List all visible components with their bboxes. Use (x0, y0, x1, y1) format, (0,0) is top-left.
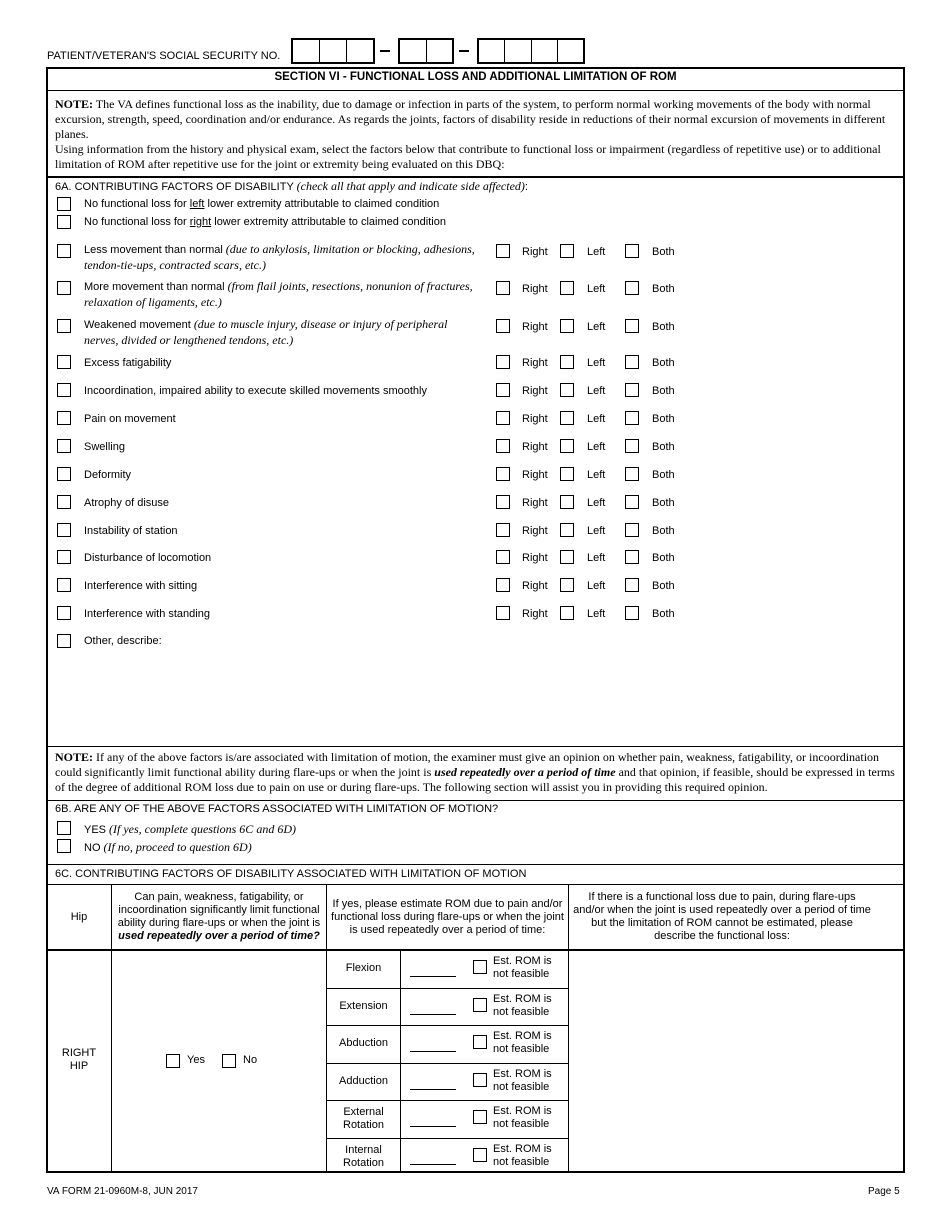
side-left-label: Left (587, 525, 606, 537)
side-both-checkbox[interactable] (625, 578, 639, 592)
motion-label: Internal Rotation (343, 1143, 384, 1169)
page-number: Page 5 (868, 1186, 900, 1197)
motion-label: Flexion (345, 962, 382, 974)
side-right-label: Right (522, 385, 548, 397)
no-functional-loss-right-label: No functional loss for right lower extremity attributable to claimed condition (84, 216, 446, 228)
factor-checkbox[interactable] (57, 411, 71, 425)
side-right-checkbox[interactable] (496, 523, 510, 537)
side-left-checkbox[interactable] (560, 467, 574, 481)
factor-checkbox[interactable] (57, 281, 71, 295)
side-both-checkbox[interactable] (625, 281, 639, 295)
rom-not-feasible-checkbox[interactable] (473, 1110, 487, 1124)
side-right-checkbox[interactable] (496, 550, 510, 564)
col-estimate-header: If yes, please estimate ROM due to pain and/or functional loss during flare-ups or when the joint is used repeatedly over a period of time: (331, 897, 564, 936)
side-right-label: Right (522, 321, 548, 333)
side-both-checkbox[interactable] (625, 550, 639, 564)
side-left-checkbox[interactable] (560, 244, 574, 258)
factor-label: Interference with standing (84, 608, 210, 620)
side-both-label: Both (652, 385, 675, 397)
note-functional-loss: NOTE: The VA defines functional loss as the inability, due to damage or infection in parts of the system, to perform normal working movements of the body with normal excursion, strength, speed, coordination and/or endurance. As regards the joints, factors of disability reside in reductions of their normal excursion of movements in different planes. Using information from the history and physical exam, select the factors below that contribute to functional loss or impairment (regardless of repetitive use) or to additional limitation of ROM after repetitive use for the joint or extremity being evaluated on this DBQ: (55, 97, 886, 171)
no-functional-loss-left-checkbox[interactable] (57, 197, 71, 211)
side-both-label: Both (652, 469, 675, 481)
rom-estimate-field[interactable] (410, 1089, 456, 1090)
factor-checkbox[interactable] (57, 495, 71, 509)
factor-label: Atrophy of disuse (84, 497, 169, 509)
functional-loss-description-area[interactable] (570, 952, 902, 1170)
factor-checkbox[interactable] (57, 319, 71, 333)
side-right-label: Right (522, 441, 548, 453)
side-both-checkbox[interactable] (625, 355, 639, 369)
side-both-label: Both (652, 497, 675, 509)
other-factor-label: Other, describe: (84, 635, 162, 647)
factor-label: Less movement than normal (due to ankylosis, limitation or blocking, adhesions, tendon-tie-ups, contracted scars, etc.) (84, 242, 475, 272)
right-hip-no-checkbox[interactable] (222, 1054, 236, 1068)
side-left-label: Left (587, 552, 606, 564)
factor-checkbox[interactable] (57, 578, 71, 592)
side-both-checkbox[interactable] (625, 383, 639, 397)
side-both-label: Both (652, 321, 675, 333)
no-functional-loss-left-label: No functional loss for left lower extremity attributable to claimed condition (84, 198, 440, 210)
side-right-label: Right (522, 413, 548, 425)
side-right-checkbox[interactable] (496, 411, 510, 425)
side-right-label: Right (522, 469, 548, 481)
q6b-yes-label: YES (If yes, complete questions 6C and 6D) (84, 822, 296, 836)
q6a-heading: 6A. CONTRIBUTING FACTORS OF DISABILITY (check all that apply and indicate side affected): (55, 179, 528, 193)
rom-estimate-field[interactable] (410, 1051, 456, 1052)
side-both-label: Both (652, 441, 675, 453)
side-left-label: Left (587, 385, 606, 397)
q6b-yes-checkbox[interactable] (57, 821, 71, 835)
rom-not-feasible-label: Est. ROM is not feasible (493, 1105, 552, 1130)
side-both-label: Both (652, 413, 675, 425)
factor-checkbox[interactable] (57, 523, 71, 537)
side-right-checkbox[interactable] (496, 606, 510, 620)
other-factor-describe-area[interactable] (84, 652, 894, 742)
side-left-label: Left (587, 321, 606, 333)
side-both-label: Both (652, 246, 675, 258)
rom-not-feasible-checkbox[interactable] (473, 960, 487, 974)
rom-not-feasible-label: Est. ROM is not feasible (493, 1030, 552, 1055)
motion-label: Extension (339, 1000, 388, 1012)
ssn-dash (459, 50, 469, 52)
side-both-label: Both (652, 608, 675, 620)
factor-checkbox[interactable] (57, 383, 71, 397)
motion-label: Abduction (339, 1037, 388, 1049)
rom-not-feasible-checkbox[interactable] (473, 1148, 487, 1162)
side-left-label: Left (587, 497, 606, 509)
factor-label: Disturbance of locomotion (84, 552, 212, 564)
motion-label: External Rotation (343, 1105, 384, 1131)
form-number: VA FORM 21-0960M-8, JUN 2017 (47, 1186, 198, 1197)
ssn-label: PATIENT/VETERAN'S SOCIAL SECURITY NO. (47, 50, 281, 62)
side-right-checkbox[interactable] (496, 319, 510, 333)
side-both-checkbox[interactable] (625, 467, 639, 481)
factor-label: Deformity (84, 469, 132, 481)
right-hip-label: RIGHT HIP (61, 1047, 97, 1072)
side-right-label: Right (522, 357, 548, 369)
right-hip-yes-label: Yes (187, 1054, 205, 1066)
side-right-label: Right (522, 552, 548, 564)
side-right-checkbox[interactable] (496, 355, 510, 369)
factor-label: Incoordination, impaired ability to execute skilled movements smoothly (84, 385, 427, 397)
side-left-checkbox[interactable] (560, 355, 574, 369)
side-both-checkbox[interactable] (625, 411, 639, 425)
side-right-checkbox[interactable] (496, 467, 510, 481)
rom-not-feasible-checkbox[interactable] (473, 998, 487, 1012)
right-hip-no-label: No (243, 1054, 258, 1066)
section-title: SECTION VI - FUNCTIONAL LOSS AND ADDITIONAL LIMITATION OF ROM (274, 71, 677, 83)
rom-estimate-field[interactable] (410, 1126, 456, 1127)
side-both-checkbox[interactable] (625, 523, 639, 537)
factor-label: Interference with sitting (84, 580, 198, 592)
side-right-checkbox[interactable] (496, 578, 510, 592)
rom-not-feasible-label: Est. ROM is not feasible (493, 1068, 552, 1093)
side-left-checkbox[interactable] (560, 578, 574, 592)
side-both-label: Both (652, 552, 675, 564)
side-left-label: Left (587, 413, 606, 425)
rom-not-feasible-label: Est. ROM is not feasible (493, 993, 552, 1018)
side-right-label: Right (522, 608, 548, 620)
rom-estimate-field[interactable] (410, 1014, 456, 1015)
rom-estimate-field[interactable] (410, 1164, 456, 1165)
side-both-checkbox[interactable] (625, 439, 639, 453)
side-right-checkbox[interactable] (496, 439, 510, 453)
col-pain-header: Can pain, weakness, fatigability, or incoordination significantly limit functional ability during flare-ups or when the joint is used repeatedly over a period of time? (117, 891, 321, 942)
factor-checkbox[interactable] (57, 439, 71, 453)
motion-label: Adduction (339, 1075, 388, 1087)
rom-not-feasible-label: Est. ROM is not feasible (493, 955, 552, 980)
side-both-checkbox[interactable] (625, 495, 639, 509)
ssn-part3-field[interactable] (477, 38, 585, 64)
side-right-label: Right (522, 246, 548, 258)
side-both-checkbox[interactable] (625, 244, 639, 258)
side-left-checkbox[interactable] (560, 550, 574, 564)
side-right-label: Right (522, 580, 548, 592)
rom-not-feasible-label: Est. ROM is not feasible (493, 1143, 552, 1168)
side-left-label: Left (587, 246, 606, 258)
side-left-checkbox[interactable] (560, 281, 574, 295)
ssn-dash (380, 50, 390, 52)
factor-checkbox[interactable] (57, 606, 71, 620)
side-both-label: Both (652, 357, 675, 369)
col-hip-header: Hip (70, 910, 88, 923)
ssn-part1-field[interactable] (291, 38, 375, 64)
no-functional-loss-right-checkbox[interactable] (57, 215, 71, 229)
side-right-label: Right (522, 497, 548, 509)
factor-label: Excess fatigability (84, 357, 172, 369)
right-hip-yes-checkbox[interactable] (166, 1054, 180, 1068)
q6b-no-checkbox[interactable] (57, 839, 71, 853)
side-left-checkbox[interactable] (560, 411, 574, 425)
side-right-checkbox[interactable] (496, 383, 510, 397)
rom-estimate-field[interactable] (410, 976, 456, 977)
q6c-heading: 6C. CONTRIBUTING FACTORS OF DISABILITY ASSOCIATED WITH LIMITATION OF MOTION (55, 868, 527, 880)
side-left-label: Left (587, 469, 606, 481)
side-left-label: Left (587, 580, 606, 592)
side-right-checkbox[interactable] (496, 244, 510, 258)
side-left-checkbox[interactable] (560, 383, 574, 397)
side-left-checkbox[interactable] (560, 523, 574, 537)
q6b-heading: 6B. ARE ANY OF THE ABOVE FACTORS ASSOCIATED WITH LIMITATION OF MOTION? (55, 803, 499, 815)
factor-label: Swelling (84, 441, 125, 453)
side-left-label: Left (587, 441, 606, 453)
side-left-label: Left (587, 357, 606, 369)
other-factor-checkbox[interactable] (57, 634, 71, 648)
factor-checkbox[interactable] (57, 550, 71, 564)
q6b-no-label: NO (If no, proceed to question 6D) (84, 840, 252, 854)
side-left-label: Left (587, 283, 606, 295)
side-right-checkbox[interactable] (496, 281, 510, 295)
side-left-checkbox[interactable] (560, 495, 574, 509)
side-both-checkbox[interactable] (625, 606, 639, 620)
side-left-label: Left (587, 608, 606, 620)
side-right-checkbox[interactable] (496, 495, 510, 509)
factor-checkbox[interactable] (57, 244, 71, 258)
col-describe-header: If there is a functional loss due to pain, during flare-ups and/or when the joint is used repeatedly over a period of time but the limitation of ROM cannot be estimated, please describe the functional loss: (573, 891, 871, 942)
side-left-checkbox[interactable] (560, 439, 574, 453)
side-both-label: Both (652, 580, 675, 592)
rom-not-feasible-checkbox[interactable] (473, 1073, 487, 1087)
factor-checkbox[interactable] (57, 355, 71, 369)
factor-label: Instability of station (84, 525, 178, 537)
factor-label: Weakened movement (due to muscle injury, disease or injury of peripheral nerves, divided or lengthened tendons, etc.) (84, 317, 448, 347)
factor-label: More movement than normal (from flail joints, resections, nonunion of fractures, relaxation of ligaments, etc.) (84, 279, 473, 309)
note-flare-ups: NOTE: If any of the above factors is/are associated with limitation of motion, the examiner must give an opinion on whether pain, weakness, fatigability, or incoordination could significantly limit functional ability during flare-ups or when the joint is used repeatedly over a period of time and that opinion, if feasible, should be expressed in terms of the degree of additional ROM loss due to pain on use or during flare-ups. The following section will assist you in providing this required opinion. (55, 750, 895, 794)
factor-checkbox[interactable] (57, 467, 71, 481)
ssn-part2-field[interactable] (398, 38, 454, 64)
factor-label: Pain on movement (84, 413, 176, 425)
side-both-label: Both (652, 283, 675, 295)
side-both-label: Both (652, 525, 675, 537)
side-right-label: Right (522, 283, 548, 295)
rom-not-feasible-checkbox[interactable] (473, 1035, 487, 1049)
side-right-label: Right (522, 525, 548, 537)
side-both-checkbox[interactable] (625, 319, 639, 333)
side-left-checkbox[interactable] (560, 319, 574, 333)
side-left-checkbox[interactable] (560, 606, 574, 620)
